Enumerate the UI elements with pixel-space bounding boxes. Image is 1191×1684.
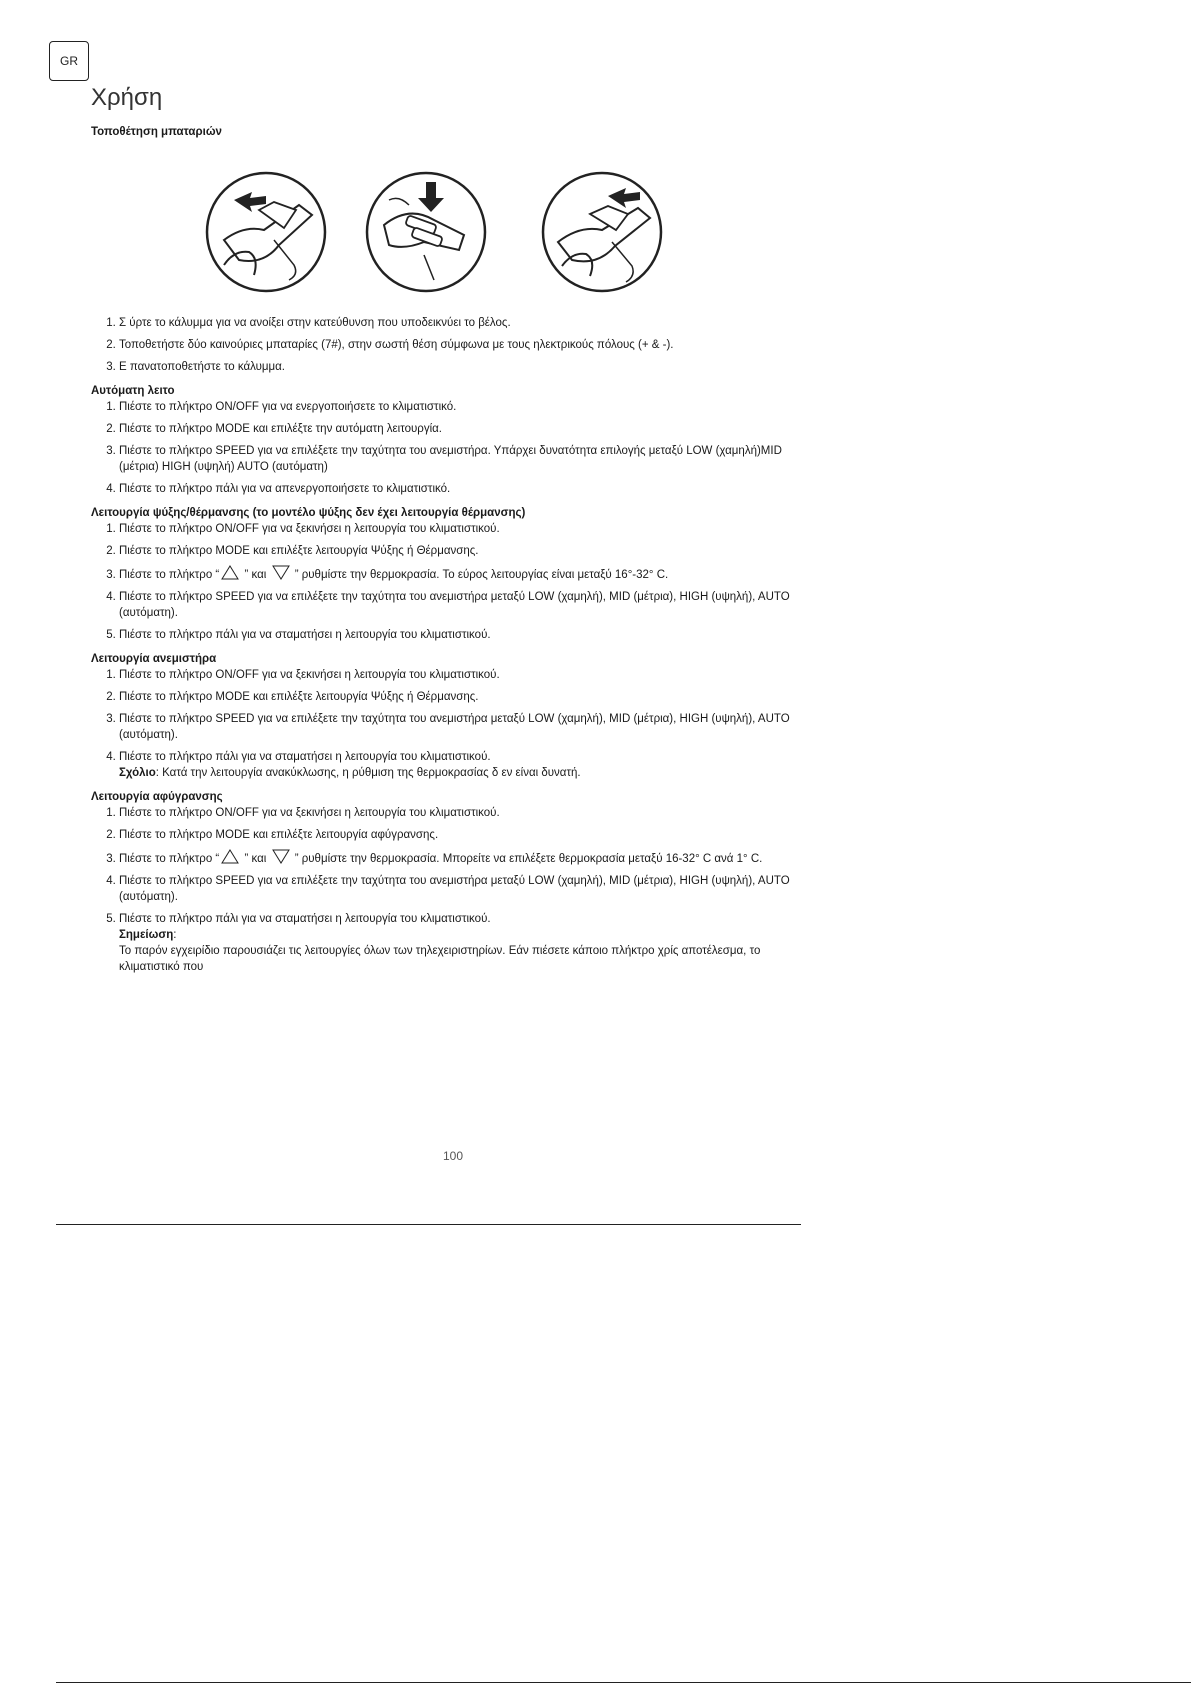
note-label: Σχόλιο [119,767,156,779]
divider [56,1224,801,1225]
battery-step1-illustration [204,170,328,294]
battery-step2-illustration [364,170,488,294]
list-item: 5. Πιέστε το πλήκτρο πάλι για να σταματήσει η λειτουργία του κλιματιστικού. [119,627,791,643]
step-text: ” και [241,569,270,581]
battery-illustrations [91,140,791,315]
dry-section [91,789,791,975]
list-item [119,849,791,867]
up-triangle-icon [221,849,239,864]
step-text: Πιέστε το πλήκτρο πάλι για να σταματήσει η λειτουργία του κλιματιστικού. [119,913,491,925]
list-item: 1. Πιέστε το πλήκτρο ON/OFF για να ξεκινήσει η λειτουργία του κλιματιστικού. [119,521,791,537]
list-item: 4. Πιέστε το πλήκτρο SPEED για να επιλέξετε την ταχύτητα του ανεμιστήρα μεταξύ LOW (χαμηλή), MID (μέτρια), HIGH (υψηλή), AUTO (αυτόματη). [119,589,791,621]
note-text: : Κατά την λειτουργία ανακύκλωσης, η ρύθμιση της θερμοκρασίας δ εν είναι δυνατή. [155,767,581,779]
step-text: ” ρυθμίστε την θερμοκρασία. Το εύρος λειτουργίας είναι μεταξύ 16°-32° C. [291,569,669,581]
dry-heading: Λειτουργία αφύγρανσης [91,791,223,803]
list-item: 1. Πιέστε το πλήκτρο ON/OFF για να ξεκινήσει η λειτουργία του κλιματιστικού. [119,667,791,683]
list-item: 2. Πιέστε το πλήκτρο MODE και επιλέξτε λειτουργία αφύγρανσης. [119,827,791,843]
list-item [119,749,791,781]
note-text: Το παρόν εγχειρίδιο παρουσιάζει τις λειτουργίες όλων των τηλεχειριστηρίων. Εάν πιέσετε κάποιο πλήκτρο χρίς αποτέλεσμα, το κλιματιστικό που [119,945,761,973]
list-item: 2. Τοποθετήστε δύο καινούριες μπαταρίες (7#), στην σωστή θέση σύμφωνα με τους ηλεκτρικούς πόλους (+ & -). [119,337,791,353]
list-item [119,565,791,583]
list-item: 1. Σ ύρτε το κάλυμμα για να ανοίξει στην κατεύθυνση που υποδεικνύει το βέλος. [119,315,791,331]
battery-heading: Τοποθέτηση μπαταριών [91,126,222,138]
step-text: Πιέστε το πλήκτρο πάλι για να σταματήσει η λειτουργία του κλιματιστικού. [119,751,491,763]
step-text: Πιέστε το πλήκτρο “ [119,569,220,581]
list-item: 1. Πιέστε το πλήκτρο ON/OFF για να ξεκινήσει η λειτουργία του κλιματιστικού. [119,805,791,821]
fan-section [91,651,791,781]
down-triangle-icon [272,849,290,864]
list-item [119,911,791,975]
battery-steps [91,315,791,375]
divider [56,1682,1191,1683]
step-text: ” και [241,853,270,865]
list-item: 1. Πιέστε το πλήκτρο ON/OFF για να ενεργοποιήσετε το κλιματιστικό. [119,399,791,415]
auto-section [91,383,791,497]
list-item: 4. Πιέστε το πλήκτρο πάλι για να απενεργοποιήσετε το κλιματιστικό. [119,481,791,497]
cool-heading: Λειτουργία ψύξης/θέρμανσης (το μοντέλο ψύξης δεν έχει λειτουργία θέρμανσης) [91,507,526,519]
list-item: 2. Πιέστε το πλήκτρο MODE και επιλέξτε την αυτόματη λειτουργία. [119,421,791,437]
auto-heading: Αυτόματη λειτο [91,385,175,397]
battery-step3-illustration [540,170,664,294]
list-item: 3. Ε πανατοποθετήστε το κάλυμμα. [119,359,791,375]
document-body [91,124,791,981]
note-colon: : [173,929,177,941]
note-label: Σημείωση [119,929,174,941]
page-title: Χρήση [91,84,163,111]
list-item: 2. Πιέστε το πλήκτρο MODE και επιλέξτε λειτουργία Ψύξης ή Θέρμανσης. [119,543,791,559]
down-arrow-icon [418,182,444,212]
list-item: 3. Πιέστε το πλήκτρο SPEED για να επιλέξετε την ταχύτητα του ανεμιστήρα. Υπάρχει δυνατότητα επιλογής μεταξύ LOW (χαμηλή)MID (μέτρια) HIGH (υψηλή) AUTO (αυτόματη) [119,443,791,475]
down-triangle-icon [272,565,290,580]
up-triangle-icon [221,565,239,580]
page-number: 100 [443,1149,464,1163]
list-item: 4. Πιέστε το πλήκτρο SPEED για να επιλέξετε την ταχύτητα του ανεμιστήρα μεταξύ LOW (χαμηλή), MID (μέτρια), HIGH (υψηλή), AUTO (αυτόματη). [119,873,791,905]
list-item: 2. Πιέστε το πλήκτρο MODE και επιλέξτε λειτουργία Ψύξης ή Θέρμανσης. [119,689,791,705]
language-badge: GR [49,41,89,81]
cool-section [91,505,791,643]
step-text: ” ρυθμίστε την θερμοκρασία. Μπορείτε να επιλέξετε θερμοκρασία μεταξύ 16-32° C ανά 1° C. [291,853,763,865]
list-item: 3. Πιέστε το πλήκτρο SPEED για να επιλέξετε την ταχύτητα του ανεμιστήρα μεταξύ LOW (χαμηλή), MID (μέτρια), HIGH (υψηλή), AUTO (αυτόματη). [119,711,791,743]
step-text: Πιέστε το πλήκτρο “ [119,853,220,865]
right-arrow-icon [608,188,640,208]
fan-heading: Λειτουργία ανεμιστήρα [91,653,217,665]
